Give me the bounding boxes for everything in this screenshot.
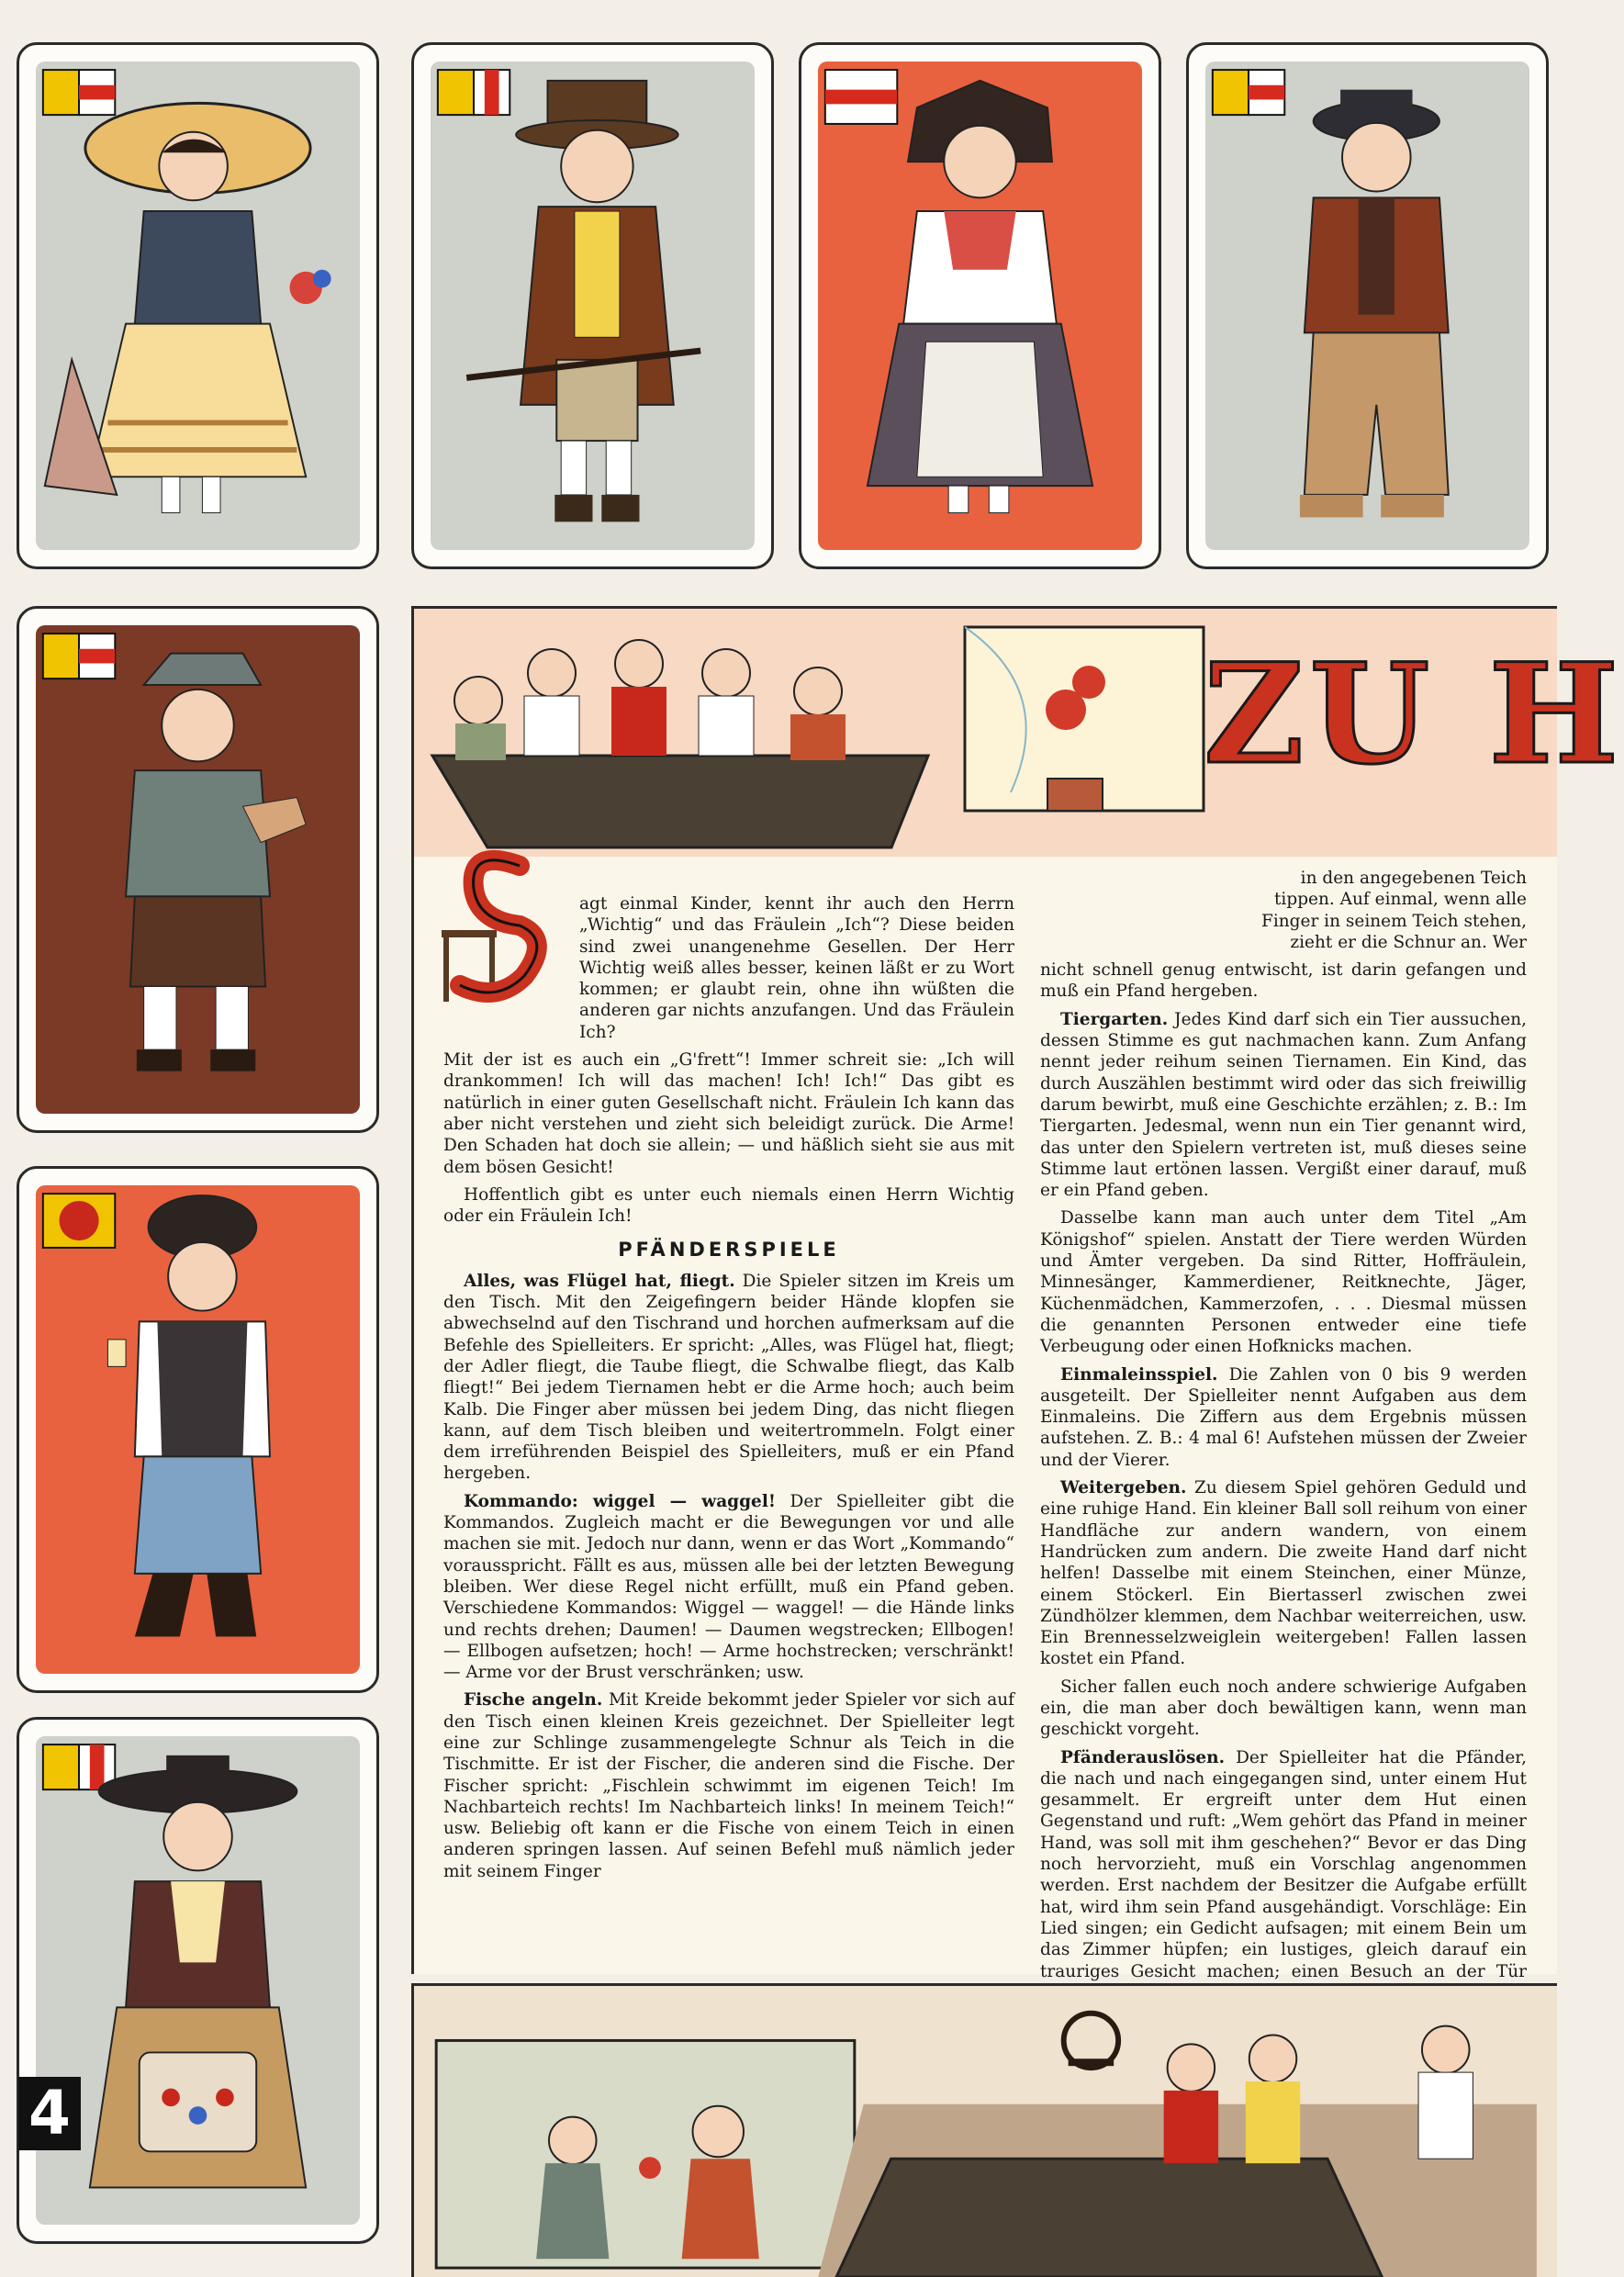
game-paragraph: Tiergarten. Jedes Kind darf sich ein Tier aussuchen, dessen Stimme es gut nachmachen kann. Zum Anfang nennt jeder reihum seinen Tiernamen. Ein Kind, das durch Auszählen bestimmt wird oder das sich freiwillig darum bewirbt, muß eine Geschichte erzählen; z. B.: Im Tiergarten. Jedesmal, wenn nun ein Tier genannt wird, das unter den Spielern vertreten ist, muß dieses seine Stimme laut ertönen lassen. Vergißt einer darauf, muß er ein Pfand geben. (1040, 1009, 1527, 1201)
continued-paragraph: in den angegebenen Teich tippen. Auf einmal, wenn alle Finger in seinem Teich stehen, zieht er die Schnur an. Wer (1261, 869, 1527, 952)
game-paragraph: Pfänderauslösen. Der Spielleiter hat die Pfänder, die nach und nach eingegangen sind, unter einem Hut gesammelt. Er ergreift unter dem Hut einen Gegenstand und ruft: „Wem gehört das Pfand in meiner Hand, was soll mit ihm geschehen?“ Bevor er das Ding noch hervorzieht, muß ein Vorschlag angenommen werden. Erst nachdem der Besitzer die Aufgabe erfüllt hat, wird ihm sein Pfand ausgehändigt. Vorschläge: Ein Lied singen; ein Gedicht aufsagen; mit einem Bein um das Zimmer hüpfen; ein lustiges, gleich darauf ein trauriges Gesicht machen; einen Besuch an der Tür (1040, 1747, 1527, 1981)
costume-card (17, 1166, 379, 1693)
game-paragraph: Sicher fallen euch noch andere schwierige Aufgaben ein, die man aber doch bewältigen kann, wenn man geschickt vorgeht. (1040, 1677, 1527, 1740)
game-paragraph: Kommando: wiggel — waggel! Der Spielleiter gibt die Kommandos. Zugleich macht er die Bewegungen vor und alle machen sie mit. Jedoch nur dann, wenn er das Wort „Kommando“ vorausspricht. Fällt es aus, müssen alle bei der letzten Bewegung bleiben. Wer diese Regel nicht erfüllt, muß ein Pfand geben. Verschiedene Kommandos: Wiggel — waggel! — die Hände links und rechts drehen; Daumen! — Daumen wegstrecken; Ellbogen! — Ellbogen aufsetzen; hoch! — Arme hochstrecken; verschränkt! — Arme vor der Brust verschränken; usw. (443, 1491, 1014, 1683)
costume-card (17, 1717, 379, 2244)
game-title: Fische angeln. (464, 1690, 603, 1711)
header-banner (414, 609, 1624, 857)
page-number: 4 (18, 2077, 81, 2150)
costume-card (1186, 42, 1549, 569)
game-title: Alles, was Flügel hat, fliegt. (464, 1271, 735, 1291)
costume-card (799, 42, 1161, 569)
bottom-illustration (411, 1983, 1557, 2277)
intro-paragraph: agt einmal Kinder, kennt ihr auch den Herrn „Wichtig“ und das Fräulein „Ich“? Diese beiden sind zwei unangenehme Gesellen. Der Herr Wichtig weiß alles besser, keinen läßt er zu Wort kommen; er glaubt rein, ohne ihn wüßten die anderen gar nichts anzufangen. Und das Fräulein Ich? (579, 894, 1014, 1042)
children-playing-illustration (414, 1986, 1557, 2277)
boy-fur-cap-illustration (36, 1185, 360, 1674)
costume-card (411, 42, 774, 569)
article (411, 606, 1624, 1981)
costume-card (17, 42, 379, 569)
intro-paragraph: Mit der ist es auch ein „G'frett“! Immer schreit sie: „Ich will drankommen! Ich will das machen! Ich! Ich!“ Das gibt es natürlich in einer guten Gesellschaft nicht. Fräulein Ich kann das aber nicht verstehen und zieht sich beleidigt zurück. Die Arme! Den Schaden hat doch sie allein; — und häßlich sieht sie aus mit dem bösen Gesicht! (443, 1050, 1014, 1177)
continued-paragraph: nicht schnell genug entwischt, ist darin gefangen und muß ein Pfand hergeben. (1040, 960, 1527, 1002)
intro-paragraph: Hoffentlich gibt es unter euch niemals einen Herrn Wichtig oder ein Fräulein Ich! (443, 1184, 1014, 1227)
game-title: Pfänderauslösen. (1060, 1747, 1226, 1767)
boy-feather-hat-illustration (1205, 62, 1529, 550)
text-column-left (443, 893, 1014, 1889)
girl-straw-hat-illustration (36, 62, 360, 550)
game-paragraph: Dasselbe kann man auch unter dem Titel „Am Königshof“ spielen. Anstatt der Tiere werden Würden und Ämter vergeben. Da sind Ritter, Hoffräulein, Minnesänger, Kammerdiener, Reitknechte, Jäger, Küchenmädchen, Kammerzofen, . . . Diesmal müssen die genannten Personen entweder eine tiefe Verbeugung oder einen Hofknicks machen. (1040, 1208, 1527, 1357)
game-paragraph: Weitergeben. Zu diesem Spiel gehören Geduld und eine ruhige Hand. Ein kleiner Ball soll reihum von einer Handfläche zur andern wandern, von einem Handrücken zum andern. Die zweite Hand darf nicht helfen! Dasselbe mit einem Steinchen, einer Münze, einem Stöckerl. Ein Biertasserl zwischen zwei Zündhölzer klemmen, dem Nachbar weiterreichen, usw. Ein Brennesselzweiglein weitergeben! Fallen lassen kostet ein Pfand. (1040, 1478, 1527, 1669)
girl-wide-hat-illustration (36, 1736, 360, 2225)
game-title: Kommando: wiggel — waggel! (464, 1491, 776, 1511)
page-title: ZU H (1204, 634, 1624, 795)
text-column-right (1040, 868, 1527, 2095)
game-title: Weitergeben. (1060, 1478, 1187, 1498)
girl-black-bonnet-illustration (818, 62, 1142, 550)
game-title: Tiergarten. (1060, 1009, 1169, 1029)
game-paragraph: Alles, was Flügel hat, fliegt. Die Spieler sitzen im Kreis um den Tisch. Mit den Zeigefingern beider Hände klopfen sie abwechselnd auf den Tischrand und horchen aufmerksam auf die Befehle des Spielleiters. Er spricht: „Alles, was Flügel hat, fliegt; der Adler fliegt, die Taube fliegt, die Schwalbe fliegt, das Kalb fliegt!“ Bei jedem Tiernamen hebt er die Arme hoch; auch beim Kalb. Die Finger aber müssen bei jedem Ding, das nicht fliegen kann, auf dem Tisch bleiben und weitertrommeln. Folgt einer dem irreführenden Beispiel des Spielleiters, muß er ein Pfand hergeben. (443, 1271, 1014, 1484)
section-title: PFÄNDERSPIELE (618, 1239, 840, 1262)
boy-carving-illustration (36, 625, 360, 1114)
game-paragraph: Fische angeln. Mit Kreide bekommt jeder Spieler vor sich auf den Tisch einen kleinen Kreis gezeichnet. Der Spielleiter legt eine zur Schlinge zusammengelegte Schnur als Teich in die Tischmitte. Er ist der Fischer, die anderen sind die Fische. Der Fischer spricht: „Fischlein schwimmt im eigenen Teich! Im Nachbarteich rechts! Im Nachbarteich links! In meinem Teich!“ usw. Beliebig oft kann er die Fische von einem Teich in einen anderen springen lassen. Auf seinen Befehl muß nämlich jeder mit seinem Finger (443, 1690, 1014, 1881)
game-paragraph: Einmaleinsspiel. Die Zahlen von 0 bis 9 werden ausgeteilt. Der Spielleiter nennt Aufgaben aus dem Einmaleins. Die Ziffern aus dem Ergebnis müssen aufstehen. Z. B.: 4 mal 6! Aufstehen müssen der Zweier und der Vierer. (1040, 1364, 1527, 1470)
game-title: Einmaleinsspiel. (1060, 1364, 1218, 1385)
boy-top-hat-illustration (431, 62, 755, 550)
costume-card (17, 606, 379, 1133)
